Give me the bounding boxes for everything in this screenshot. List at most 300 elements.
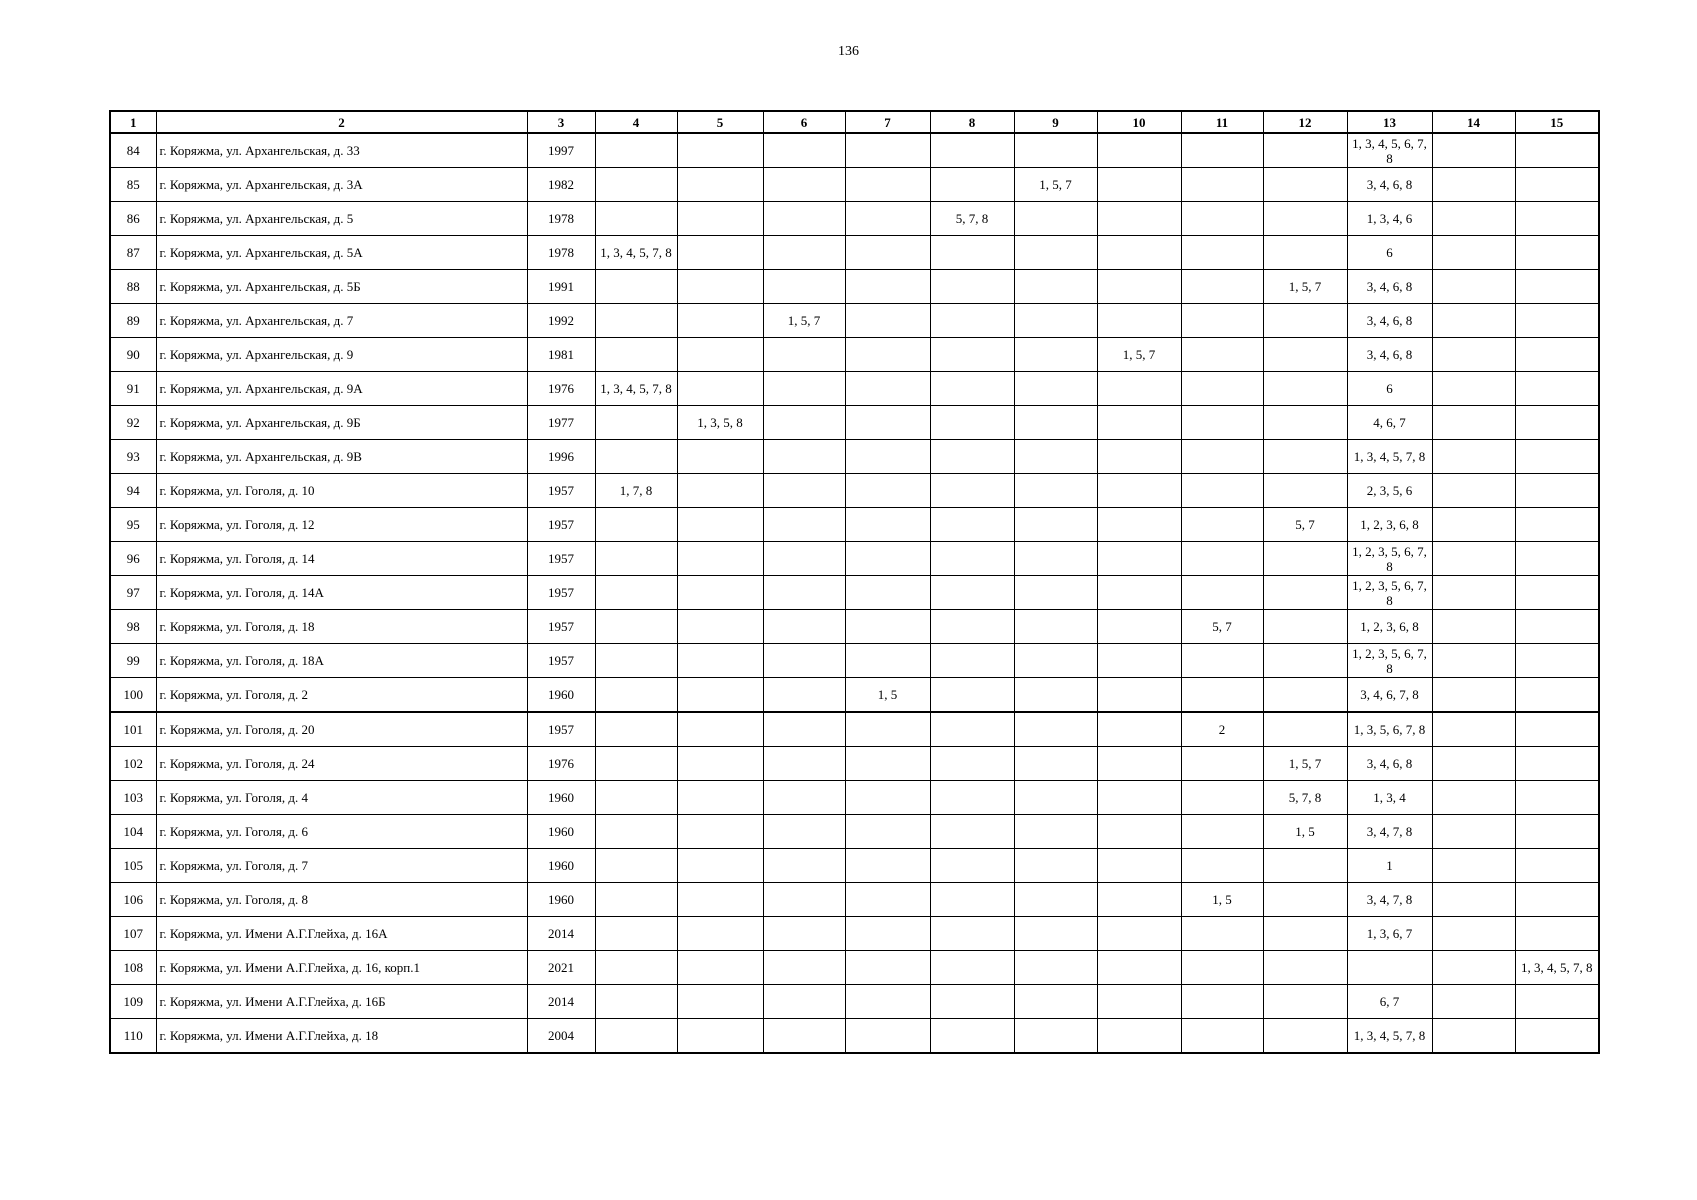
column-8-cell — [930, 747, 1014, 781]
year-cell: 1960 — [527, 883, 595, 917]
column-9-cell — [1014, 372, 1097, 406]
column-12-cell: 1, 5 — [1263, 815, 1347, 849]
column-6-cell — [763, 849, 845, 883]
table-row — [110, 202, 1599, 236]
address-cell: г. Коряжма, ул. Архангельская, д. 5 — [156, 202, 527, 236]
row-number-cell: 85 — [110, 168, 156, 202]
column-11-cell — [1181, 781, 1263, 815]
column-11-cell — [1181, 202, 1263, 236]
address-cell: г. Коряжма, ул. Архангельская, д. 3А — [156, 168, 527, 202]
address-cell: г. Коряжма, ул. Гоголя, д. 2 — [156, 678, 527, 713]
column-10-cell — [1097, 542, 1181, 576]
column-12-cell — [1263, 576, 1347, 610]
column-7-cell — [845, 168, 930, 202]
column-14-cell — [1432, 610, 1515, 644]
column-9-cell — [1014, 338, 1097, 372]
column-14-cell — [1432, 372, 1515, 406]
column-8-cell — [930, 610, 1014, 644]
column-5-cell — [677, 542, 763, 576]
column-6-cell — [763, 372, 845, 406]
column-15-cell — [1515, 712, 1599, 747]
column-header-8: 8 — [930, 111, 1014, 133]
column-8-cell — [930, 644, 1014, 678]
column-12-cell — [1263, 372, 1347, 406]
table-header — [110, 111, 1599, 133]
table-body — [110, 133, 1599, 1053]
column-10-cell — [1097, 168, 1181, 202]
column-7-cell — [845, 712, 930, 747]
column-12-cell — [1263, 474, 1347, 508]
column-11-cell — [1181, 678, 1263, 713]
row-number-cell: 87 — [110, 236, 156, 270]
column-11-cell — [1181, 133, 1263, 168]
column-10-cell — [1097, 610, 1181, 644]
column-14-cell — [1432, 985, 1515, 1019]
column-7-cell — [845, 576, 930, 610]
column-header-4: 4 — [595, 111, 677, 133]
table-row — [110, 406, 1599, 440]
column-9-cell — [1014, 236, 1097, 270]
year-cell: 1960 — [527, 849, 595, 883]
address-cell: г. Коряжма, ул. Гоголя, д. 4 — [156, 781, 527, 815]
column-7-cell — [845, 338, 930, 372]
column-11-cell — [1181, 508, 1263, 542]
column-14-cell — [1432, 917, 1515, 951]
column-5-cell — [677, 781, 763, 815]
address-cell: г. Коряжма, ул. Имени А.Г.Глейха, д. 16, корп.1 — [156, 951, 527, 985]
column-7-cell — [845, 202, 930, 236]
column-4-cell — [595, 304, 677, 338]
column-7-cell: 1, 5 — [845, 678, 930, 713]
table-row — [110, 168, 1599, 202]
year-cell: 1976 — [527, 372, 595, 406]
column-4-cell — [595, 985, 677, 1019]
column-15-cell — [1515, 338, 1599, 372]
row-number-cell: 103 — [110, 781, 156, 815]
column-14-cell — [1432, 270, 1515, 304]
column-6-cell — [763, 440, 845, 474]
column-14-cell — [1432, 747, 1515, 781]
column-6-cell — [763, 1019, 845, 1054]
column-7-cell — [845, 304, 930, 338]
table-row — [110, 849, 1599, 883]
address-cell: г. Коряжма, ул. Имени А.Г.Глейха, д. 18 — [156, 1019, 527, 1054]
column-7-cell — [845, 951, 930, 985]
column-14-cell — [1432, 781, 1515, 815]
column-13-cell: 1, 2, 3, 6, 8 — [1347, 610, 1432, 644]
address-cell: г. Коряжма, ул. Гоголя, д. 18А — [156, 644, 527, 678]
column-14-cell — [1432, 576, 1515, 610]
column-8-cell — [930, 168, 1014, 202]
column-6-cell — [763, 747, 845, 781]
address-cell: г. Коряжма, ул. Гоголя, д. 14 — [156, 542, 527, 576]
column-8-cell — [930, 236, 1014, 270]
column-11-cell — [1181, 542, 1263, 576]
column-5-cell — [677, 338, 763, 372]
column-7-cell — [845, 372, 930, 406]
column-header-1: 1 — [110, 111, 156, 133]
table-row — [110, 338, 1599, 372]
year-cell: 1957 — [527, 508, 595, 542]
column-12-cell — [1263, 168, 1347, 202]
column-11-cell — [1181, 440, 1263, 474]
table-row — [110, 712, 1599, 747]
table-row — [110, 951, 1599, 985]
column-15-cell — [1515, 610, 1599, 644]
column-13-cell: 1, 3, 6, 7 — [1347, 917, 1432, 951]
column-11-cell: 1, 5 — [1181, 883, 1263, 917]
column-9-cell — [1014, 985, 1097, 1019]
column-9-cell — [1014, 133, 1097, 168]
column-header-13: 13 — [1347, 111, 1432, 133]
column-header-12: 12 — [1263, 111, 1347, 133]
column-7-cell — [845, 440, 930, 474]
column-14-cell — [1432, 168, 1515, 202]
column-8-cell — [930, 849, 1014, 883]
column-8-cell — [930, 917, 1014, 951]
column-11-cell — [1181, 474, 1263, 508]
column-header-10: 10 — [1097, 111, 1181, 133]
column-13-cell: 3, 4, 6, 8 — [1347, 304, 1432, 338]
column-9-cell — [1014, 610, 1097, 644]
column-6-cell — [763, 610, 845, 644]
column-4-cell — [595, 815, 677, 849]
year-cell: 1978 — [527, 236, 595, 270]
column-10-cell — [1097, 406, 1181, 440]
column-7-cell — [845, 610, 930, 644]
column-9-cell — [1014, 815, 1097, 849]
column-4-cell: 1, 3, 4, 5, 7, 8 — [595, 372, 677, 406]
column-header-2: 2 — [156, 111, 527, 133]
column-10-cell — [1097, 781, 1181, 815]
year-cell: 1957 — [527, 712, 595, 747]
column-header-7: 7 — [845, 111, 930, 133]
column-5-cell — [677, 508, 763, 542]
year-cell: 2014 — [527, 985, 595, 1019]
column-9-cell — [1014, 406, 1097, 440]
column-5-cell — [677, 576, 763, 610]
column-5-cell — [677, 849, 763, 883]
column-4-cell: 1, 3, 4, 5, 7, 8 — [595, 236, 677, 270]
column-13-cell: 3, 4, 6, 7, 8 — [1347, 678, 1432, 713]
table-row — [110, 917, 1599, 951]
address-cell: г. Коряжма, ул. Архангельская, д. 9 — [156, 338, 527, 372]
column-5-cell — [677, 236, 763, 270]
column-13-cell: 1, 3, 4, 5, 7, 8 — [1347, 1019, 1432, 1054]
column-10-cell — [1097, 576, 1181, 610]
column-4-cell — [595, 849, 677, 883]
column-14-cell — [1432, 644, 1515, 678]
row-number-cell: 100 — [110, 678, 156, 713]
column-9-cell — [1014, 781, 1097, 815]
column-10-cell — [1097, 133, 1181, 168]
address-cell: г. Коряжма, ул. Гоголя, д. 14А — [156, 576, 527, 610]
column-9-cell — [1014, 508, 1097, 542]
column-6-cell — [763, 781, 845, 815]
column-15-cell — [1515, 576, 1599, 610]
address-cell: г. Коряжма, ул. Гоголя, д. 8 — [156, 883, 527, 917]
column-10-cell — [1097, 712, 1181, 747]
column-4-cell — [595, 678, 677, 713]
column-14-cell — [1432, 849, 1515, 883]
address-cell: г. Коряжма, ул. Имени А.Г.Глейха, д. 16Б — [156, 985, 527, 1019]
year-cell: 1996 — [527, 440, 595, 474]
column-5-cell — [677, 917, 763, 951]
column-12-cell: 1, 5, 7 — [1263, 747, 1347, 781]
column-11-cell — [1181, 372, 1263, 406]
page-number: 136 — [838, 44, 859, 59]
column-15-cell — [1515, 372, 1599, 406]
column-4-cell — [595, 644, 677, 678]
column-14-cell — [1432, 202, 1515, 236]
column-8-cell — [930, 781, 1014, 815]
row-number-cell: 108 — [110, 951, 156, 985]
column-9-cell — [1014, 542, 1097, 576]
column-15-cell — [1515, 747, 1599, 781]
column-header-14: 14 — [1432, 111, 1515, 133]
table-row — [110, 474, 1599, 508]
column-6-cell — [763, 985, 845, 1019]
column-7-cell — [845, 917, 930, 951]
column-12-cell — [1263, 406, 1347, 440]
address-cell: г. Коряжма, ул. Архангельская, д. 5Б — [156, 270, 527, 304]
column-9-cell — [1014, 678, 1097, 713]
year-cell: 1957 — [527, 576, 595, 610]
column-13-cell: 3, 4, 7, 8 — [1347, 815, 1432, 849]
column-6-cell — [763, 406, 845, 440]
row-number-cell: 92 — [110, 406, 156, 440]
column-5-cell — [677, 168, 763, 202]
column-12-cell — [1263, 542, 1347, 576]
row-number-cell: 88 — [110, 270, 156, 304]
address-cell: г. Коряжма, ул. Имени А.Г.Глейха, д. 16А — [156, 917, 527, 951]
column-7-cell — [845, 781, 930, 815]
column-13-cell: 1, 3, 4, 5, 6, 7, 8 — [1347, 133, 1432, 168]
column-7-cell — [845, 985, 930, 1019]
table-row — [110, 508, 1599, 542]
column-5-cell — [677, 815, 763, 849]
column-10-cell — [1097, 372, 1181, 406]
address-cell: г. Коряжма, ул. Гоголя, д. 20 — [156, 712, 527, 747]
year-cell: 1981 — [527, 338, 595, 372]
address-cell: г. Коряжма, ул. Архангельская, д. 9В — [156, 440, 527, 474]
address-cell: г. Коряжма, ул. Архангельская, д. 5А — [156, 236, 527, 270]
column-15-cell — [1515, 133, 1599, 168]
column-6-cell — [763, 712, 845, 747]
column-11-cell — [1181, 985, 1263, 1019]
address-cell: г. Коряжма, ул. Гоголя, д. 24 — [156, 747, 527, 781]
column-5-cell — [677, 747, 763, 781]
column-8-cell — [930, 440, 1014, 474]
column-5-cell — [677, 883, 763, 917]
column-5-cell — [677, 1019, 763, 1054]
column-7-cell — [845, 270, 930, 304]
row-number-cell: 105 — [110, 849, 156, 883]
row-number-cell: 99 — [110, 644, 156, 678]
address-cell: г. Коряжма, ул. Гоголя, д. 12 — [156, 508, 527, 542]
address-cell: г. Коряжма, ул. Архангельская, д. 9Б — [156, 406, 527, 440]
column-4-cell — [595, 168, 677, 202]
row-number-cell: 107 — [110, 917, 156, 951]
column-9-cell — [1014, 849, 1097, 883]
column-8-cell — [930, 372, 1014, 406]
year-cell: 2014 — [527, 917, 595, 951]
column-4-cell — [595, 508, 677, 542]
column-14-cell — [1432, 712, 1515, 747]
year-cell: 1991 — [527, 270, 595, 304]
column-10-cell — [1097, 202, 1181, 236]
column-11-cell — [1181, 576, 1263, 610]
row-number-cell: 90 — [110, 338, 156, 372]
column-9-cell — [1014, 202, 1097, 236]
column-15-cell — [1515, 644, 1599, 678]
table-row — [110, 440, 1599, 474]
column-12-cell — [1263, 712, 1347, 747]
column-15-cell — [1515, 781, 1599, 815]
column-13-cell: 1, 2, 3, 5, 6, 7, 8 — [1347, 644, 1432, 678]
column-9-cell — [1014, 576, 1097, 610]
year-cell: 1982 — [527, 168, 595, 202]
column-header-5: 5 — [677, 111, 763, 133]
column-8-cell — [930, 304, 1014, 338]
column-4-cell — [595, 406, 677, 440]
column-12-cell: 1, 5, 7 — [1263, 270, 1347, 304]
column-8-cell — [930, 270, 1014, 304]
column-5-cell — [677, 951, 763, 985]
year-cell: 1957 — [527, 542, 595, 576]
column-12-cell — [1263, 917, 1347, 951]
column-10-cell — [1097, 849, 1181, 883]
column-15-cell — [1515, 849, 1599, 883]
column-15-cell — [1515, 202, 1599, 236]
column-4-cell — [595, 576, 677, 610]
column-10-cell — [1097, 951, 1181, 985]
year-cell: 1960 — [527, 781, 595, 815]
column-10-cell — [1097, 815, 1181, 849]
column-13-cell: 3, 4, 6, 8 — [1347, 338, 1432, 372]
column-9-cell — [1014, 644, 1097, 678]
column-13-cell: 6 — [1347, 372, 1432, 406]
column-15-cell — [1515, 236, 1599, 270]
year-cell: 1957 — [527, 610, 595, 644]
column-15-cell — [1515, 678, 1599, 713]
column-12-cell — [1263, 951, 1347, 985]
column-15-cell: 1, 3, 4, 5, 7, 8 — [1515, 951, 1599, 985]
year-cell: 1960 — [527, 678, 595, 713]
column-10-cell — [1097, 678, 1181, 713]
column-14-cell — [1432, 338, 1515, 372]
column-6-cell — [763, 883, 845, 917]
address-cell: г. Коряжма, ул. Гоголя, д. 6 — [156, 815, 527, 849]
column-8-cell — [930, 474, 1014, 508]
year-cell: 1976 — [527, 747, 595, 781]
column-11-cell — [1181, 644, 1263, 678]
address-cell: г. Коряжма, ул. Архангельская, д. 7 — [156, 304, 527, 338]
column-13-cell: 3, 4, 6, 8 — [1347, 168, 1432, 202]
column-4-cell — [595, 917, 677, 951]
address-cell: г. Коряжма, ул. Гоголя, д. 7 — [156, 849, 527, 883]
column-12-cell — [1263, 236, 1347, 270]
column-14-cell — [1432, 406, 1515, 440]
column-8-cell — [930, 576, 1014, 610]
column-14-cell — [1432, 678, 1515, 713]
table-row — [110, 304, 1599, 338]
row-number-cell: 102 — [110, 747, 156, 781]
column-13-cell: 1, 2, 3, 6, 8 — [1347, 508, 1432, 542]
column-4-cell — [595, 610, 677, 644]
table-row — [110, 781, 1599, 815]
column-5-cell — [677, 985, 763, 1019]
column-5-cell — [677, 304, 763, 338]
column-10-cell — [1097, 270, 1181, 304]
address-cell: г. Коряжма, ул. Гоголя, д. 10 — [156, 474, 527, 508]
row-number-cell: 104 — [110, 815, 156, 849]
column-8-cell — [930, 542, 1014, 576]
column-13-cell: 1, 3, 4, 5, 7, 8 — [1347, 440, 1432, 474]
column-6-cell — [763, 338, 845, 372]
column-15-cell — [1515, 985, 1599, 1019]
column-14-cell — [1432, 508, 1515, 542]
address-cell: г. Коряжма, ул. Гоголя, д. 18 — [156, 610, 527, 644]
column-4-cell — [595, 440, 677, 474]
column-5-cell — [677, 712, 763, 747]
column-header-9: 9 — [1014, 111, 1097, 133]
column-6-cell — [763, 815, 845, 849]
column-8-cell — [930, 338, 1014, 372]
column-7-cell — [845, 474, 930, 508]
column-11-cell — [1181, 951, 1263, 985]
column-header-11: 11 — [1181, 111, 1263, 133]
column-5-cell — [677, 202, 763, 236]
column-14-cell — [1432, 1019, 1515, 1054]
year-cell: 1978 — [527, 202, 595, 236]
column-10-cell — [1097, 236, 1181, 270]
column-8-cell — [930, 712, 1014, 747]
year-cell: 2021 — [527, 951, 595, 985]
column-15-cell — [1515, 542, 1599, 576]
column-10-cell — [1097, 985, 1181, 1019]
column-6-cell — [763, 133, 845, 168]
column-13-cell: 1, 2, 3, 5, 6, 7, 8 — [1347, 542, 1432, 576]
row-number-cell: 101 — [110, 712, 156, 747]
table-row — [110, 610, 1599, 644]
column-4-cell: 1, 7, 8 — [595, 474, 677, 508]
column-14-cell — [1432, 133, 1515, 168]
column-6-cell — [763, 678, 845, 713]
column-7-cell — [845, 1019, 930, 1054]
column-15-cell — [1515, 815, 1599, 849]
column-13-cell: 3, 4, 6, 8 — [1347, 747, 1432, 781]
column-7-cell — [845, 542, 930, 576]
column-header-3: 3 — [527, 111, 595, 133]
row-number-cell: 91 — [110, 372, 156, 406]
column-15-cell — [1515, 508, 1599, 542]
column-5-cell — [677, 440, 763, 474]
column-9-cell — [1014, 270, 1097, 304]
column-5-cell: 1, 3, 5, 8 — [677, 406, 763, 440]
column-13-cell — [1347, 951, 1432, 985]
column-5-cell — [677, 372, 763, 406]
row-number-cell: 89 — [110, 304, 156, 338]
column-11-cell: 2 — [1181, 712, 1263, 747]
column-14-cell — [1432, 883, 1515, 917]
column-4-cell — [595, 133, 677, 168]
column-9-cell — [1014, 1019, 1097, 1054]
column-header-15: 15 — [1515, 111, 1599, 133]
column-5-cell — [677, 270, 763, 304]
column-12-cell — [1263, 610, 1347, 644]
column-4-cell — [595, 202, 677, 236]
